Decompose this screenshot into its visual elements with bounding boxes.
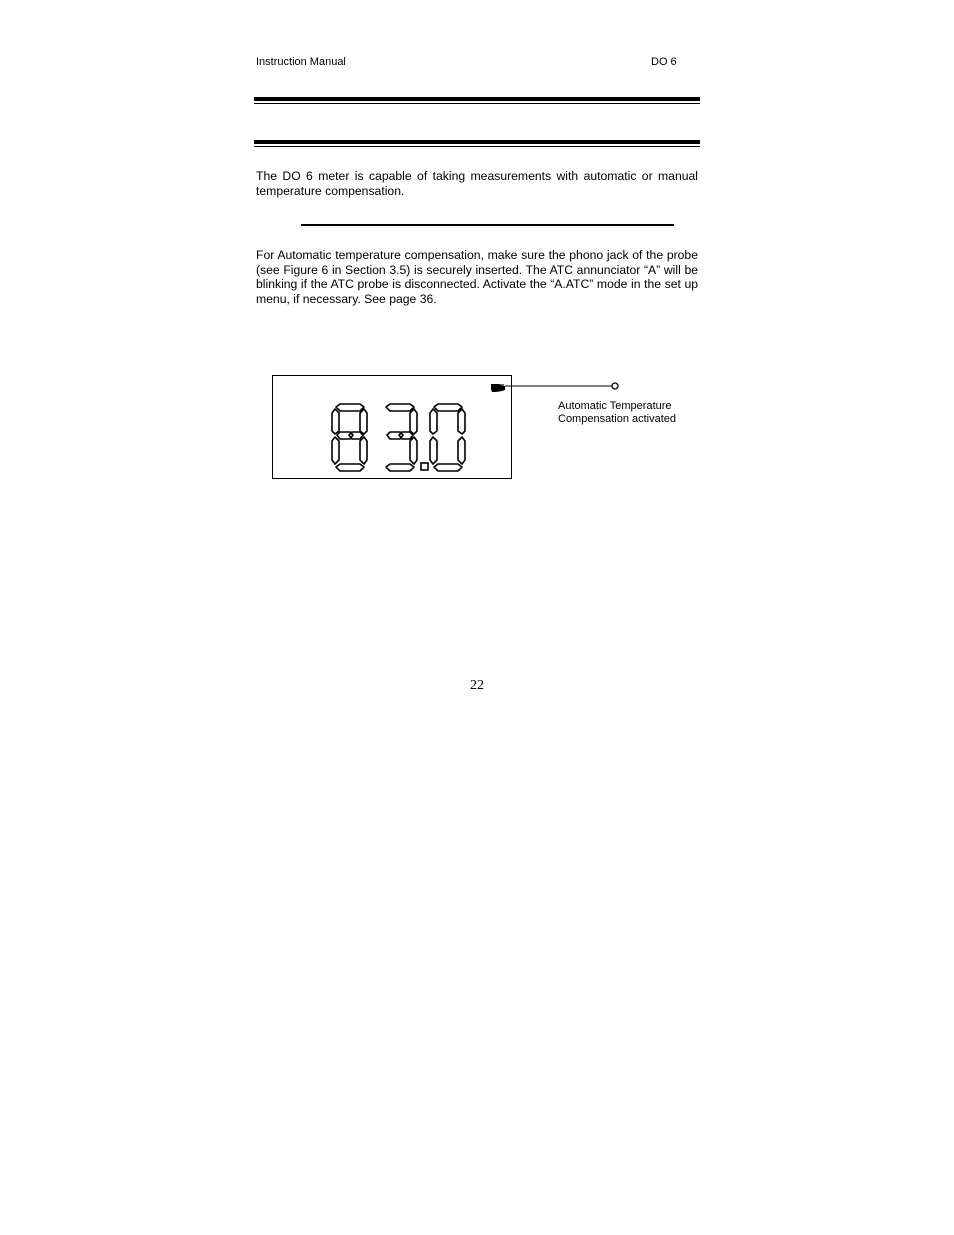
header-title: Instruction Manual <box>256 56 346 68</box>
atc-callout-label <box>558 400 676 426</box>
callout-line-1: Automatic Temperature <box>558 400 672 412</box>
page-number: 22 <box>470 678 484 693</box>
callout-line-2: Compensation activated <box>558 413 677 425</box>
header-model: DO 6 <box>651 56 677 68</box>
intro-paragraph: The DO 6 meter is capable of taking measurements with automatic or manual temperature compensation. <box>256 169 698 198</box>
atc-paragraph: For Automatic temperature compensation, make sure the phono jack of the probe (see Figure 6 in Section 3.5) is securely inserted. The ATC annunciator “A” will be blinking if the ATC probe is disconnected. Activate the “A.ATC” mode in the set up menu, if necessary. See page 36. <box>256 248 698 306</box>
